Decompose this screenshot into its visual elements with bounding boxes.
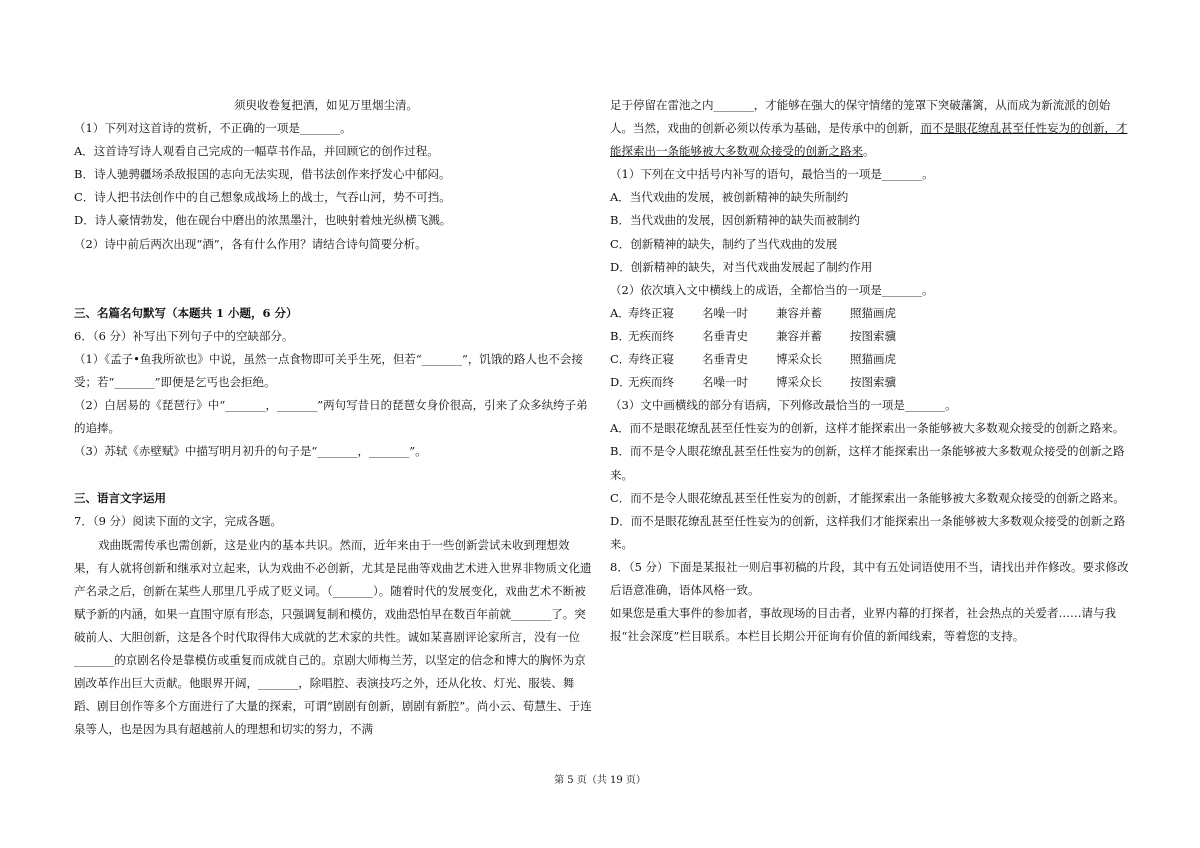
q7-1-option-b: B．当代戏曲的发展，因创新精神的缺失而被制约	[610, 213, 860, 228]
q7-2-option-d	[610, 371, 1132, 394]
passage-continuation-end: 。	[863, 144, 875, 159]
left-column	[74, 94, 592, 741]
page-footer: 第 5 页（共 19 页）	[554, 775, 646, 786]
question-8: 8．（5 分）下面是某报社一则启事初稿的片段，其中有五处词语使用不当，请找出并作修改。要求修改后语意准确，语体风格一致。	[610, 559, 1129, 597]
poem-line: 须臾收卷复把酒，如见万里烟尘清。	[234, 98, 418, 112]
question-6-1: （1）《孟子•鱼我所欲也》中说，虽然一点食物即可关乎生死，但若“_______”，饥饿的路人也不会接受；若“_______”即便是乞丐也会拒绝。	[74, 351, 583, 389]
idiom: 照猫画虎	[850, 352, 896, 367]
question-6-2: （2）白居易的《琵琶行》中“_______，_______”两句写昔日的琵琶女身价很高，引来了众多纨绔子弟的追捧。	[74, 398, 588, 436]
q7-2-option-c	[610, 348, 1132, 371]
underlined-sentence: 而不是眼花缭乱甚至任性妄为的创新，才能探索出一条能够被大多数观众接受的创新之路来	[610, 121, 1128, 159]
q1-option-c: C．诗人把书法创作中的自己想象成战场上的战士，气吞山河，势不可挡。	[74, 190, 451, 205]
idiom: 兼容并蓄	[776, 305, 822, 320]
option-tag: A．	[610, 305, 630, 320]
idiom: 寿终正寝	[628, 305, 674, 320]
q7-3-option-d: D．而不是眼花缭乱甚至任性妄为的创新，这样我们才能探索出一条能够被大多数观众接受的创新之路来。	[610, 513, 1126, 551]
idiom: 寿终正寝	[628, 352, 674, 367]
idiom: 无疾而终	[628, 328, 674, 343]
section-title-famous-lines: 三、名篇名句默写（本题共 1 小题，6 分）	[74, 305, 298, 320]
question-7-title: 7．（9 分）阅读下面的文字，完成各题。	[74, 514, 283, 529]
idiom: 名垂青史	[702, 328, 748, 343]
q7-2-option-a	[610, 302, 1132, 325]
idiom: 博采众长	[776, 352, 822, 367]
q7-3-option-c: C．而不是令人眼花缭乱甚至任性妄为的创新，才能探索出一条能够被大多数观众接受的创新之路来。	[610, 490, 1125, 505]
section-title-language: 三、语言文字运用	[74, 491, 166, 506]
q7-1-option-a: A．当代戏曲的发展，被创新精神的缺失所制约	[610, 190, 849, 205]
q7-3-option-b: B．而不是令人眼花缭乱甚至任性妄为的创新，这样才能探索出一条能够被大多数观众接受的创新之路来。	[610, 444, 1125, 482]
question-1: （1）下列对这首诗的赏析，不正确的一项是_______。	[74, 121, 352, 136]
q7-3-option-a: A．而不是眼花缭乱甚至任性妄为的创新，这样才能探索出一条能够被大多数观众接受的创新之路来。	[610, 421, 1125, 436]
idiom: 按图索骥	[850, 375, 896, 390]
idiom: 名噪一时	[702, 305, 748, 320]
idiom: 名垂青史	[702, 352, 748, 367]
q1-option-d: D．诗人豪情勃发，他在砚台中磨出的浓黑墨汁，也映射着烛光纵横飞溅。	[74, 213, 452, 228]
question-6-title: 6．（6 分）补写出下列句子中的空缺部分。	[74, 328, 294, 343]
option-tag: C．	[610, 352, 631, 367]
question-7-1: （1）下列在文中括号内补写的语句，最恰当的一项是_______。	[610, 167, 934, 182]
right-column	[610, 94, 1132, 648]
idiom: 名噪一时	[702, 375, 748, 390]
idiom: 按图索骥	[850, 328, 896, 343]
q1-option-b: B．诗人驰骋疆场杀敌报国的志向无法实现，借书法创作来抒发心中郁闷。	[74, 167, 451, 182]
idiom: 博采众长	[776, 375, 822, 390]
passage-continuation	[610, 94, 1132, 163]
question-7-2: （2）依次填入文中横线上的成语，全都恰当的一项是_______。	[610, 282, 934, 297]
option-tag: D．	[610, 375, 631, 390]
question-2: （2）诗中前后两次出现“酒”，各有什么作用？请结合诗句简要分析。	[74, 236, 427, 251]
idiom: 无疾而终	[628, 375, 674, 390]
question-7-passage: 戏曲既需传承也需创新，这是业内的基本共识。然而，近年来由于一些创新尝试未收到理想效果，有人就将创新和继承对立起来，认为戏曲不必创新，尤其是昆曲等戏曲艺术进入世界非物质文化遗产名录之后，创新在某些人那里几乎成了贬义词。（_______）。随着时代的发展变化，戏曲艺术不断被赋予新的内涵，如果一直围守原有形态，只强调复制和模仿，戏曲恐怕早在数百年前就_______了。突破前人、大胆创新，这是各个时代取得伟大成就的艺术家的共性。诚如某喜剧评论家所言，没有一位_______的京剧名伶是靠模仿或重复而成就自己的。京剧大师梅兰芳，以坚定的信念和博大的胸怀为京剧改革作出巨大贡献。他眼界开阔，_______，除唱腔、表演技巧之外，还从化妆、灯光、服装、舞蹈、剧目创作等多个方面进行了大量的探索，可谓“剧剧有创新，剧剧有新腔”。尚小云、荀慧生、于连泉等人，也是因为具有超越前人的理想和切实的努力，不满	[74, 537, 592, 737]
question-7-3: （3）文中画横线的部分有语病，下列修改最恰当的一项是_______。	[610, 398, 957, 413]
q7-1-option-d: D．创新精神的缺失，对当代戏曲发展起了制约作用	[610, 259, 873, 274]
q7-2-option-b	[610, 325, 1132, 348]
idiom: 兼容并蓄	[776, 328, 822, 343]
idiom: 照猫画虎	[850, 305, 896, 320]
question-6-3: （3）苏轼《赤壁赋》中描写明月初升的句子是“_______，_______”。	[74, 444, 427, 459]
option-tag: B．	[610, 328, 630, 343]
q1-option-a: A．这首诗写诗人观看自己完成的一幅草书作品，并回顾它的创作过程。	[74, 144, 439, 159]
q7-1-option-c: C．创新精神的缺失，制约了当代戏曲的发展	[610, 236, 838, 251]
question-8-text: 如果您是重大事件的参加者，事故现场的目击者，业界内幕的打探者，社会热点的关爱者……请与我报“社会深度”栏目联系。本栏目长期公开征询有价值的新闻线索，等着您的支持。	[610, 606, 1116, 644]
passage-continuation-text: 足于停留在雷池之内_______，才能够在强大的保守情绪的笼罩下突破藩篱，从而成为新流派的创始人。当然，戏曲的创新必须以传承为基础，是传承中的创新，	[610, 98, 1111, 136]
